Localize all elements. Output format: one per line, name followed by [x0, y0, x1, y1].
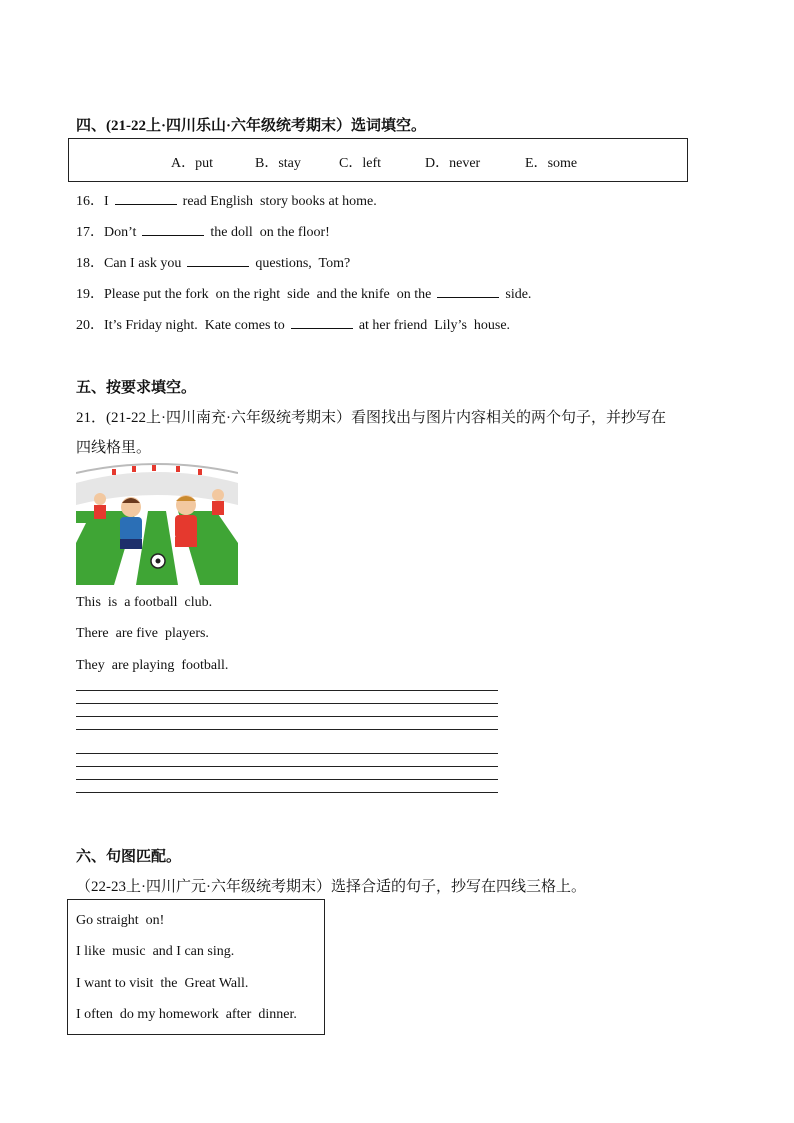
- question-17: 17．Don’t the doll on the floor!: [76, 225, 330, 240]
- answer-blank[interactable]: [291, 316, 353, 329]
- option-b: B．stay: [255, 156, 301, 171]
- sentence-options-box: [67, 899, 325, 1035]
- option-a: A．put: [171, 156, 214, 171]
- option-d: D．never: [425, 156, 481, 171]
- word-options-box: [68, 138, 688, 182]
- question-21-line2: 四线格里。: [76, 440, 152, 456]
- picture-sentence-3: They are playing football.: [76, 658, 229, 673]
- answer-blank[interactable]: [187, 254, 249, 267]
- sentence-option-3: I want to visit the Great Wall.: [76, 976, 249, 991]
- football-picture: [76, 463, 238, 585]
- picture-sentence-2: There are five players.: [76, 626, 209, 641]
- section6-instruction: （22-23上·四川广元·六年级统考期末）选择合适的句子，抄写在四线三格上。: [76, 879, 586, 895]
- four-line-grid-1[interactable]: [76, 690, 498, 735]
- answer-blank[interactable]: [115, 192, 177, 205]
- four-line-grid-2[interactable]: [76, 753, 498, 798]
- section4-heading: 四、(21-22上·四川乐山·六年级统考期末）选词填空。: [76, 118, 426, 134]
- question-18: 18．Can I ask you questions, Tom?: [76, 256, 351, 271]
- question-16: 16．I read English story books at home.: [76, 194, 377, 209]
- question-19: 19．Please put the fork on the right side and the knife on the side.: [76, 287, 532, 302]
- answer-blank[interactable]: [142, 223, 204, 236]
- picture-sentence-1: This is a football club.: [76, 595, 213, 610]
- question-21-line1: 21．(21-22上·四川南充·六年级统考期末）看图找出与图片内容相关的两个句子，并抄写在: [76, 410, 666, 426]
- option-c: C．left: [339, 156, 381, 171]
- sentence-option-1: Go straight on!: [76, 913, 165, 928]
- section5-heading: 五、按要求填空。: [76, 380, 197, 396]
- sentence-option-2: I like music and I can sing.: [76, 944, 235, 959]
- option-e: E．some: [525, 156, 578, 171]
- sentence-option-4: I often do my homework after dinner.: [76, 1007, 297, 1022]
- answer-blank[interactable]: [437, 285, 499, 298]
- question-20: 20．It’s Friday night. Kate comes to at her friend Lily’s house.: [76, 318, 511, 333]
- section6-heading: 六、句图匹配。: [76, 849, 182, 865]
